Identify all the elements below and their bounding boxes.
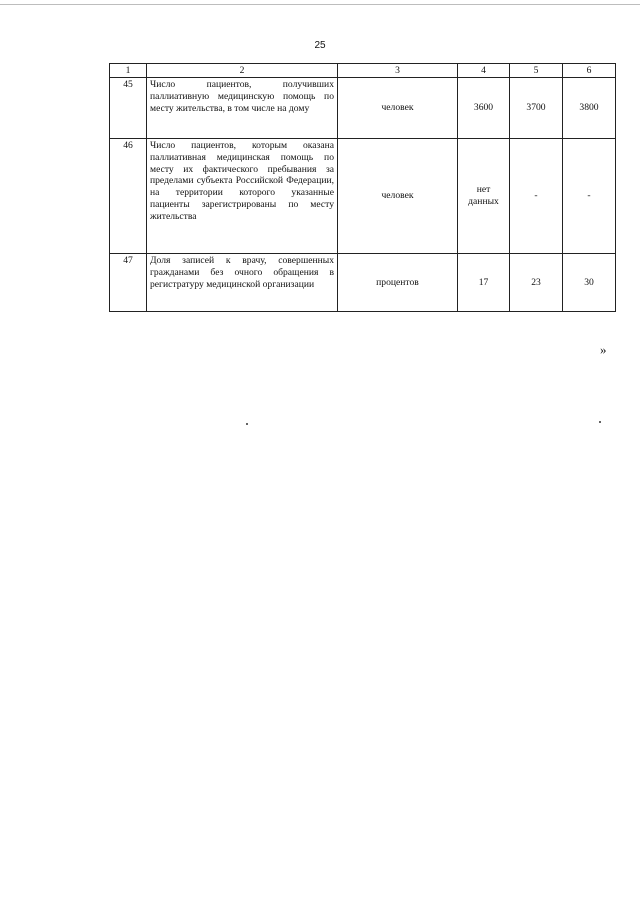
scan-speck <box>246 423 248 425</box>
unit-cell: человек <box>338 139 458 254</box>
value-cell: 3700 <box>510 78 563 139</box>
unit-cell: человек <box>338 78 458 139</box>
header-cell: 4 <box>458 64 510 78</box>
value-cell: - <box>563 139 616 254</box>
indicator-text: Доля записей к врачу, совершенных гражданами без очного обращения в регистратуру медицинской организации <box>147 254 338 312</box>
indicator-table <box>109 63 616 312</box>
page-number: 25 <box>314 40 326 51</box>
value-cell: 30 <box>563 254 616 312</box>
indicator-text: Число пациентов, получивших паллиативную медицинскую помощь по месту жительства, в том числе на дому <box>147 78 338 139</box>
value-cell: 17 <box>458 254 510 312</box>
row-number: 46 <box>110 139 147 254</box>
value-cell: 3600 <box>458 78 510 139</box>
value-cell: нет данных <box>458 139 510 254</box>
table-row <box>110 139 616 254</box>
header-cell: 5 <box>510 64 563 78</box>
value-cell: 23 <box>510 254 563 312</box>
closing-quote-mark: » <box>600 342 607 357</box>
table-row <box>110 78 616 139</box>
value-cell: 3800 <box>563 78 616 139</box>
value-cell: - <box>510 139 563 254</box>
row-number: 45 <box>110 78 147 139</box>
header-cell: 6 <box>563 64 616 78</box>
row-number: 47 <box>110 254 147 312</box>
header-cell: 3 <box>338 64 458 78</box>
scan-speck <box>599 421 601 423</box>
page-top-rule <box>0 4 640 5</box>
table-header-row <box>110 64 616 78</box>
unit-cell: процентов <box>338 254 458 312</box>
header-cell: 2 <box>147 64 338 78</box>
indicator-text: Число пациентов, которым оказана паллиативная медицинская помощь по месту их фактического пребывания за пределами субъекта Российской Федерации, на территории которого указанные пациенты зарегистрированы по месту жительства <box>147 139 338 254</box>
header-cell: 1 <box>110 64 147 78</box>
table-row <box>110 254 616 312</box>
